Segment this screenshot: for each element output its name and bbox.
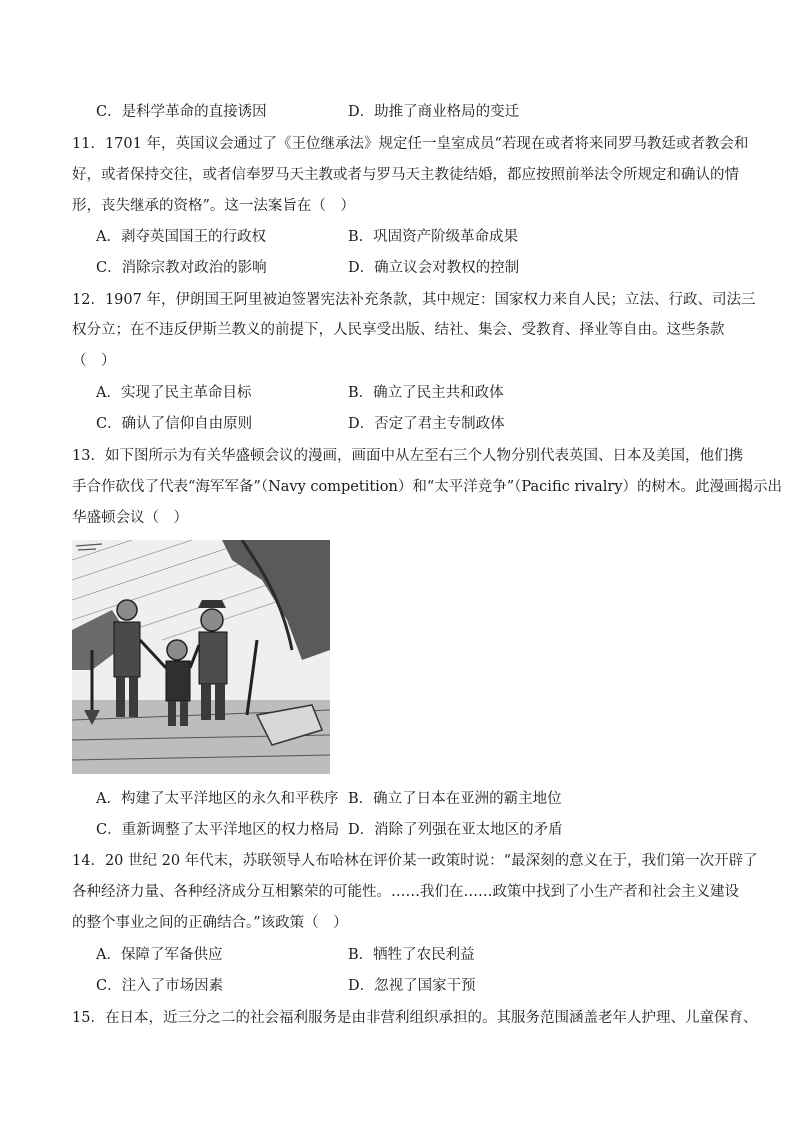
q11-option-b: B．巩固资产阶级革命成果 — [348, 229, 519, 245]
q13-stem-line-3: 华盛顿会议（ ） — [72, 510, 188, 526]
washington-conference-cartoon — [72, 540, 330, 774]
q13-option-b: B．确立了日本在亚洲的霸主地位 — [348, 791, 562, 807]
q14-option-c: C．注入了市场因素 — [96, 978, 224, 994]
q12-stem-line-1: 12．1907 年，伊朗国王阿里被迫签署宪法补充条款，其中规定：国家权力来自人民；立法、行政、司法三 — [72, 292, 756, 308]
q11-option-a: A．剥夺英国国王的行政权 — [96, 229, 266, 245]
q11-option-c: C．消除宗教对政治的影响 — [96, 260, 267, 276]
q11-stem-line-1: 11．1701 年，英国议会通过了《王位继承法》规定任一皇室成员“若现在或者将来同罗马教廷或者教会和 — [72, 136, 749, 152]
q11-stem-line-3: 形，丧失继承的资格”。这一法案旨在（ ） — [72, 198, 355, 214]
q12-option-d: D．否定了君主专制政体 — [348, 416, 505, 432]
q13-option-d: D．消除了列强在亚太地区的矛盾 — [348, 822, 563, 838]
q14-stem-line-3: 的整个事业之间的正确结合。”该政策（ ） — [72, 915, 348, 931]
q10-option-c: C．是科学革命的直接诱因 — [96, 104, 267, 120]
q13-option-c: C．重新调整了太平洋地区的权力格局 — [96, 822, 340, 838]
q13-stem-line-2: 手合作砍伐了代表“海军军备”（Navy competition）和“太平洋竞争”（Pacific rivalry）的树木。此漫画揭示出 — [72, 479, 783, 495]
q12-option-b: B．确立了民主共和政体 — [348, 385, 504, 401]
q12-stem-line-2: 权分立；在不违反伊斯兰教义的前提下，人民享受出版、结社、集会、受教育、择业等自由。这些条款 — [72, 322, 725, 338]
q12-stem-line-3: （ ） — [72, 353, 116, 369]
q11-stem-line-2: 好，或者保持交往，或者信奉罗马天主教或者与罗马天主教徒结婚，都应按照前举法令所规定和确认的情 — [72, 167, 739, 183]
q13-option-a: A．构建了太平洋地区的永久和平秩序 — [96, 791, 339, 807]
q14-option-d: D．忽视了国家干预 — [348, 978, 476, 994]
q12-option-a: A．实现了民主革命目标 — [96, 385, 252, 401]
q14-stem-line-1: 14．20 世纪 20 年代末，苏联领导人布哈林在评价某一政策时说：“最深刻的意义在于，我们第一次开辟了 — [72, 853, 758, 869]
q12-option-c: C．确认了信仰自由原则 — [96, 416, 253, 432]
q13-stem-line-1: 13．如下图所示为有关华盛顿会议的漫画，画面中从左至右三个人物分别代表英国、日本及美国，他们携 — [72, 448, 743, 464]
q15-stem-line-1: 15．在日本，近三分之二的社会福利服务是由非营利组织承担的。其服务范围涵盖老年人护理、儿童保育、 — [72, 1010, 758, 1026]
q14-option-a: A．保障了军备供应 — [96, 947, 223, 963]
q14-option-b: B．牺牲了农民利益 — [348, 947, 475, 963]
q14-stem-line-2: 各种经济力量、各种经济成分互相繁荣的可能性。……我们在……政策中找到了小生产者和社会主义建设 — [72, 884, 739, 900]
q10-option-d: D．助推了商业格局的变迁 — [348, 104, 520, 120]
q11-option-d: D．确立议会对教权的控制 — [348, 260, 520, 276]
